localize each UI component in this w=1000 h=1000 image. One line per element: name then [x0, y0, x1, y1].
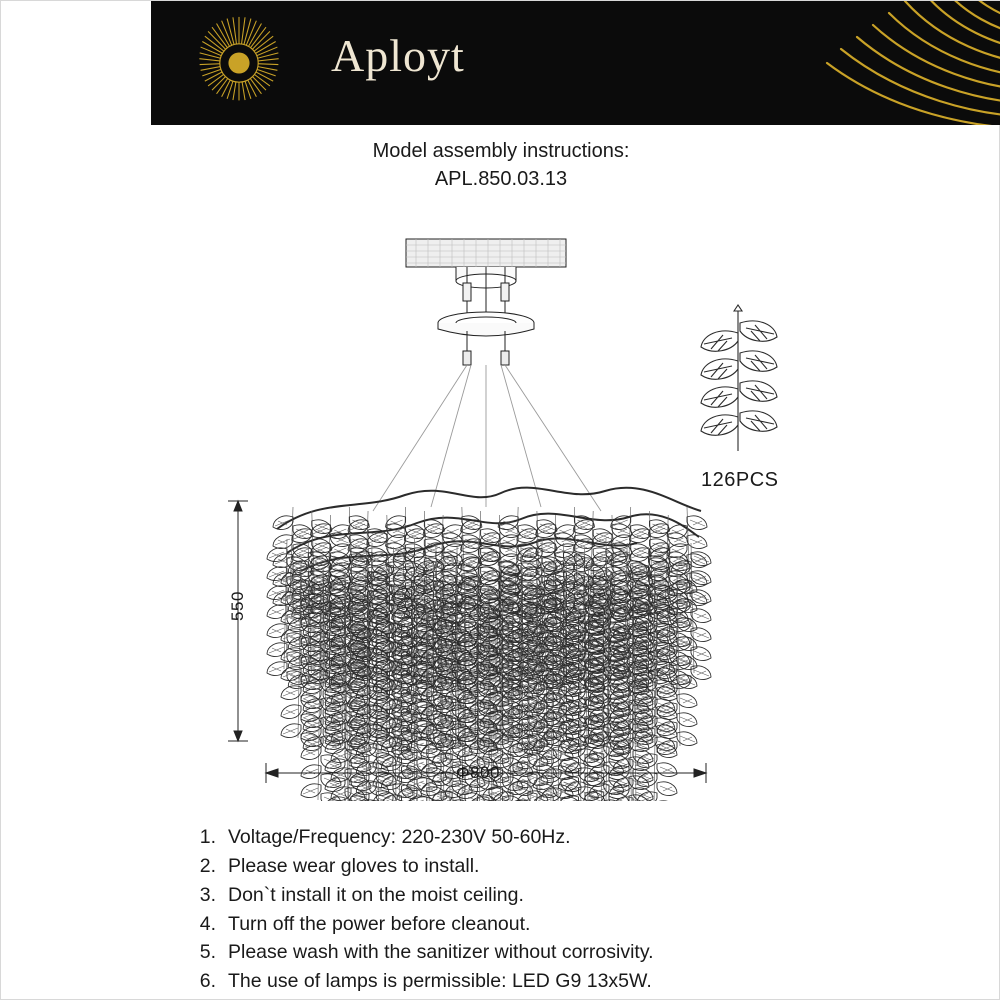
- sunburst-icon: [191, 15, 287, 111]
- list-item: [186, 852, 906, 881]
- product-drawing: [1, 211, 1000, 801]
- note-number: 4.: [199, 912, 216, 935]
- list-item: [186, 967, 906, 996]
- title-line-2: APL.850.03.13: [434, 168, 568, 191]
- fan-rays-icon: [741, 1, 1000, 125]
- leaf-strand-icon: [701, 305, 777, 451]
- page-title: [1, 137, 1000, 194]
- brand-name: Aployt: [331, 30, 465, 81]
- note-number: 3.: [199, 883, 216, 906]
- note-text: Please wash with the sanitizer without corrosivity.: [228, 941, 654, 964]
- note-text: Voltage/Frequency: 220-230V 50-60Hz.: [228, 826, 571, 848]
- note-number: 6.: [199, 970, 216, 993]
- width-dimension-label: Φ800: [456, 763, 500, 782]
- part-count-label: 126PCS: [701, 469, 779, 491]
- list-item: [186, 938, 906, 967]
- height-dimension-label: 550: [227, 591, 247, 621]
- brand-banner: [151, 1, 1000, 125]
- note-text: The use of lamps is permissible: LED G9 13x5W.: [228, 970, 652, 993]
- note-number: 1.: [199, 826, 216, 848]
- title-line-1: Model assembly instructions:: [372, 140, 630, 162]
- chandelier-icon: [1, 211, 1000, 801]
- note-text: Turn off the power before cleanout.: [228, 912, 531, 935]
- list-item: [186, 910, 906, 939]
- note-number: 5.: [199, 941, 216, 964]
- note-text: Don`t install it on the moist ceiling.: [228, 883, 524, 906]
- list-item: [186, 881, 906, 910]
- list-item: [186, 823, 906, 852]
- note-text: Please wear gloves to install.: [228, 854, 480, 877]
- note-number: 2.: [199, 854, 216, 877]
- instruction-notes: [186, 823, 906, 996]
